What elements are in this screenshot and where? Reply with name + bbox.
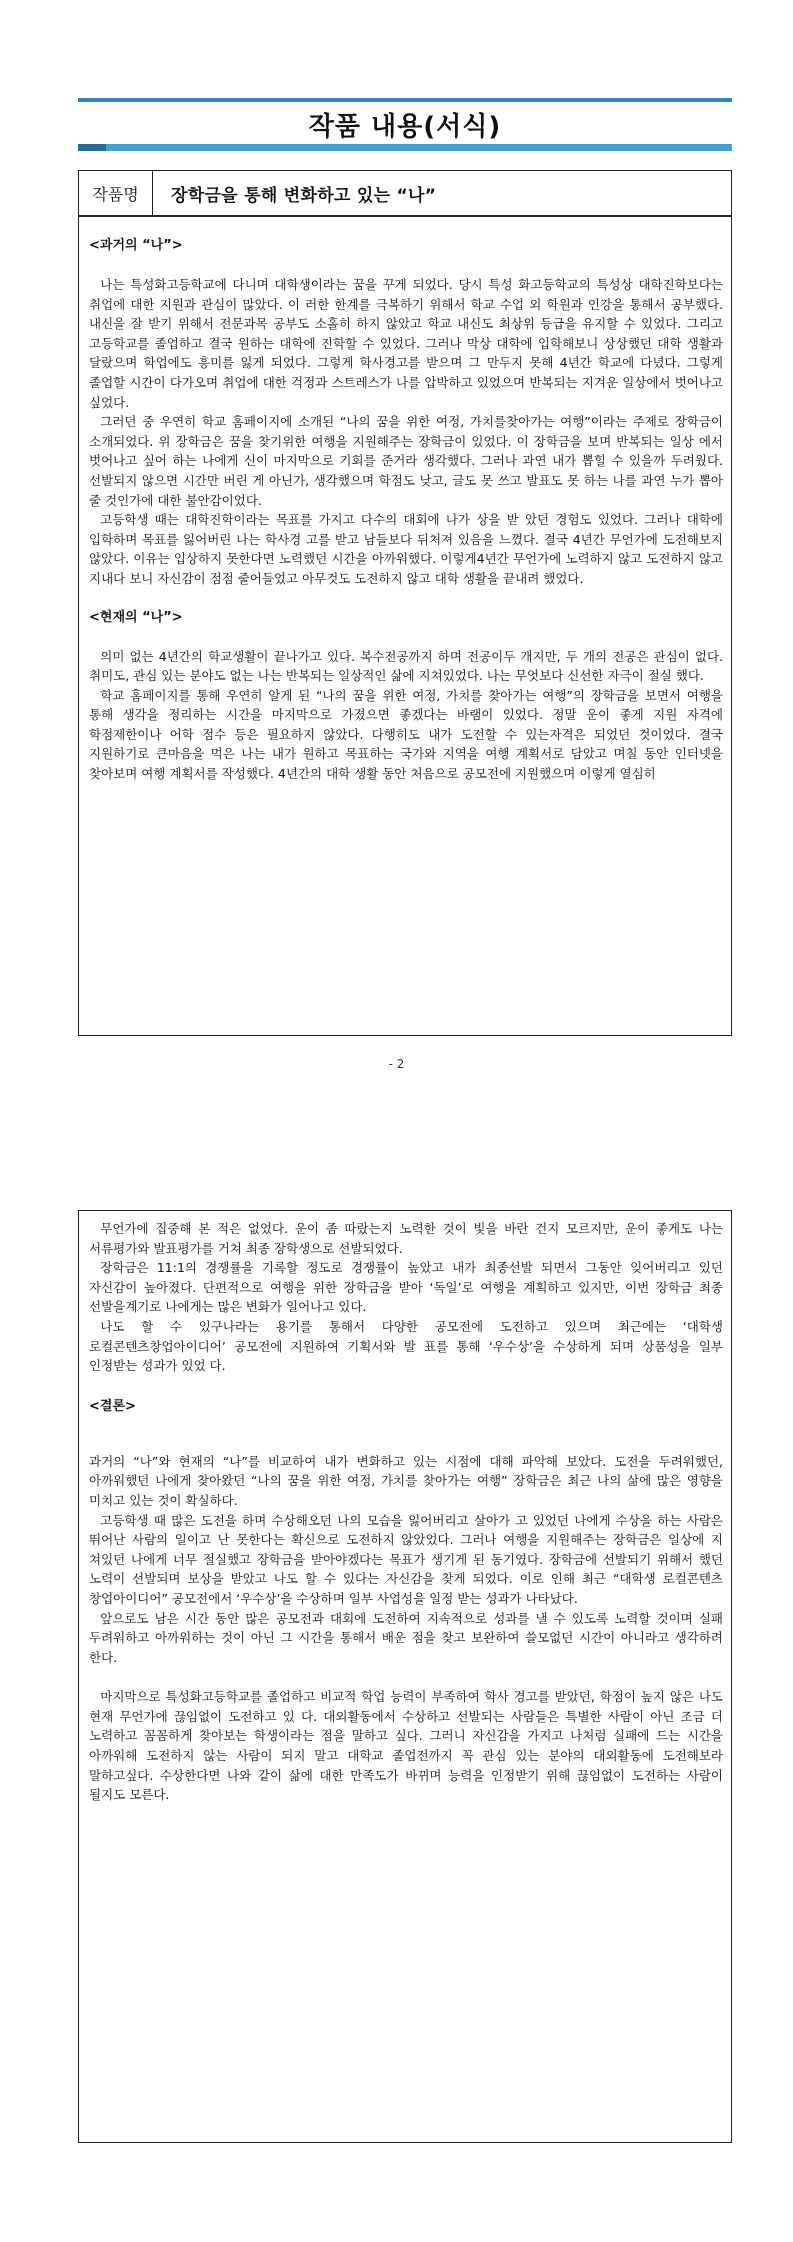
page-number: - 2 [388,1057,405,1071]
work-name-label: 작품명 [79,171,153,215]
section-heading-conclusion: <결론> [89,1398,136,1414]
paragraph: 과거의 “나”와 현재의 “나”를 비교하여 내가 변화하고 있는 시점에 대해 파악해 보았다. 도전을 두려워했던, 아까워했던 나에게 찾아왔던 “나의 꿈을 위한 여정, 가치를 찾아가는 여행” 장학금은 최근 나의 삶에 많은 영향을 미치고 있는 것이 확실하다. [89,1453,723,1508]
page-title: 작품 내용(서식) [308,112,502,142]
paragraph: 학교 홈페이지를 통해 우연히 알게 된 “나의 꿈을 위한 여정, 가치를 찾아가는 여행”의 장학금을 보면서 여행을 통해 생각을 정리하는 시간을 마지막으로 가졌으면 좋겠다는 바램이 있었다. 정말 운이 좋게 지원 자격에 학점제한이나 어학 점수 등은 필요하지 않았다. 다행히도 내가 도전할 수 있는자격은 되었던 것이었다. 결국 지원하기로 큰마음을 먹은 나는 내가 원하고 목표하는 국가와 지역을 여행 계획서로 담았고 며칠 동안 인터넷을 찾아보며 여행 계획서를 작성했다. 4년간의 대학 생활 동안 처음으로 공모전에 지원했으며 이렇게 열심히 [89,687,723,782]
title-rule-accent [78,144,106,151]
content-box-page-2 [78,1210,732,2143]
paragraph: 고등학생 때는 대학진학이라는 목표를 가지고 다수의 대회에 나가 상을 받 았던 경험도 있었다. 그러나 대학에 입학하며 목표를 잃어버린 나는 학사경 고를 받고 남들보다 뒤처져 있음을 느꼈다. 결국 4년간 무언가에 도전해보지 않았다. 이유는 입상하지 못한다면 노력했던 시간을 아까워했다. 이렇게4년간 무언가에 노력하지 않고 도전하지 않고 지내다 보니 자신감이 점점 줄어들었고 아무것도 도전하지 않고 대학 생활을 끝내려 했었다. [89,512,723,586]
paragraph: 고등학생 때 많은 도전을 하며 수상해오던 나의 모습을 잃어버리고 살아가 고 있었던 나에게 수상을 하는 사람은 뛰어난 사람의 일이고 난 못한다는 확신으로 도전하지 않았었다. 그러나 여행을 지원해주는 장학금은 일상에 지 쳐있던 나에게 너무 절실했고 장학금을 받아야겠다는 목표가 생기게 된 동기였다. 장학금에 선발되기 위해서 했던 노력이 선발되며 보상을 받았고 나도 할 수 있다는 자신감을 찾게 되었다. 이로 인해 최근 “대학생 로컬콘텐츠 창업아이디어” 공모전에서 ‘우수상’을 수상하며 일부 사업성을 일정 받는 성과가 나타났다. [89,1512,723,1606]
paragraph: 그러던 중 우연히 학교 홈페이지에 소개된 “나의 꿈을 위한 여정, 가치를찾아가는 여행”이라는 주제로 장학금이 소개되었다. 위 장학금은 꿈을 찾기위한 여행을 지원해주는 장학금이 있었다. 이 장학금을 보며 반복되는 일상 에서 벗어나고 싶어 하는 나에게 신이 마지막으로 기회를 준거라 생각했다. 그러나 과연 내가 뽑힐 수 있을까 두려웠다. 선발되지 않으면 시간만 버린 게 아닌가, 생각했으며 학점도 낮고, 글도 못 쓰고 발표도 못 하는 나를 과연 누가 뽑아 줄 것인가에 대한 불안감이었다. [89,414,723,508]
title-bottom-rule [78,144,732,151]
paragraph: 무언가에 집중해 본 적은 없었다. 운이 좀 따랐는지 노력한 것이 빛을 바란 건지 모르지만, 운이 좋게도 나는 서류평가와 발표평가를 거쳐 최종 장학생으로 선발되었다. [89,1221,723,1256]
work-name-row [78,170,732,216]
paragraph: 장학금은 11:1의 경쟁률을 기록할 정도로 경쟁률이 높았고 내가 최종선발 되면서 그동안 잊어버리고 있던 자신감이 높아졌다. 단편적으로 여행을 위한 장학금을 받아 ‘독일’로 여행을 계획하고 있지만, 이번 장학금 최종 선발을계기로 나에게는 많은 변화가 일어나고 있다. [89,1260,723,1315]
section-heading-present: <현재의 “나”> [89,609,183,625]
title-top-rule [78,98,732,102]
paragraph: 나는 특성화고등학교에 다니며 대학생이라는 꿈을 꾸게 되었다. 당시 특성 화고등학교의 특성상 대학진학보다는 취업에 대한 지원과 관심이 많았다. 이 러한 한계를 극복하기 위해서 학교 수업 외 학원과 인강을 통해서 공부했다. 내신을 잘 받기 위해서 전문과목 공부도 소홀히 하지 않았고 학교 내신도 최상위 등급을 유지할 수 있었다. 그리고 고등학교를 졸업하고 결국 원하는 대학에 진학할 수 있었다. 그러나 막상 대학에 입학해보니 상상했던 대학 생활과 달랐으며 학업에도 흥미를 잃게 되었다. 그렇게 학사경고를 받으며 그 만두지 못해 4년간 학교에 다녔다. 그렇게 졸업할 시간이 다가오며 취업에 대한 걱정과 스트레스가 나를 압박하고 있었으며 반복되는 지겨운 일상에서 벗어나고 싶었다. [89,277,723,410]
section-heading-past: <과거의 “나”> [89,238,183,253]
paragraph: 나도 할 수 있구나라는 용기를 통해서 다양한 공모전에 도전하고 있으며 최근에는 ‘대학생 로컬콘텐츠창업아이디어’ 공모전에 지원하여 기획서와 발 표를 통해 ‘우수상’을 수상하게 되며 상품성을 일부 인정받는 성과가 있었 다. [89,1318,723,1374]
paragraph: 의미 없는 4년간의 학교생활이 끝나가고 있다. 복수전공까지 하며 전공이두 개지만, 두 개의 전공은 관심이 없다. 취미도, 관심 있는 분야도 없는 나는 반복되는 일상적인 삶에 지쳐있었다. 나는 무엇보다 신선한 자극이 절실 했다. [89,648,723,684]
content-box-page-1 [78,216,732,1036]
paragraph: 마지막으로 특성화고등학교를 졸업하고 비교적 학업 능력이 부족하여 학사 경고를 받았던, 학점이 높지 않은 나도 현재 무언가에 끊임없이 도전하고 있 다. 대외활동에서 수상하고 선발되는 사람들은 특별한 사람이 아닌 조금 더 노력하고 꼼꼼하게 찾아보는 학생이라는 점을 말하고 싶다. 그러니 자신감을 가지고 나처럼 실패에 드는 시간을 아까워해 도전하지 않는 사람이 되지 말고 대학교 졸업전까지 꼭 관심 있는 분야의 대외활동에 도전해보라 말하고싶다. 수상한다면 나와 같이 삶에 대한 만족도가 바뀌며 능력을 인정받기 위해 끊임없이 도전하는 사람이 될지도 모른다. [89,1689,723,1803]
paragraph: 앞으로도 남은 시간 동안 많은 공모전과 대회에 도전하여 지속적으로 성과를 낼 수 있도록 노력할 것이며 실패 두려워하고 아까워하는 것이 아닌 그 시간을 통해서 배운 점을 찾고 보완하여 쓸모없던 시간이 아니라고 생각하려 한다. [89,1610,723,1665]
work-name-value: 장학금을 통해 변화하고 있는 “나” [171,185,437,206]
page-2 [0,1121,793,2242]
